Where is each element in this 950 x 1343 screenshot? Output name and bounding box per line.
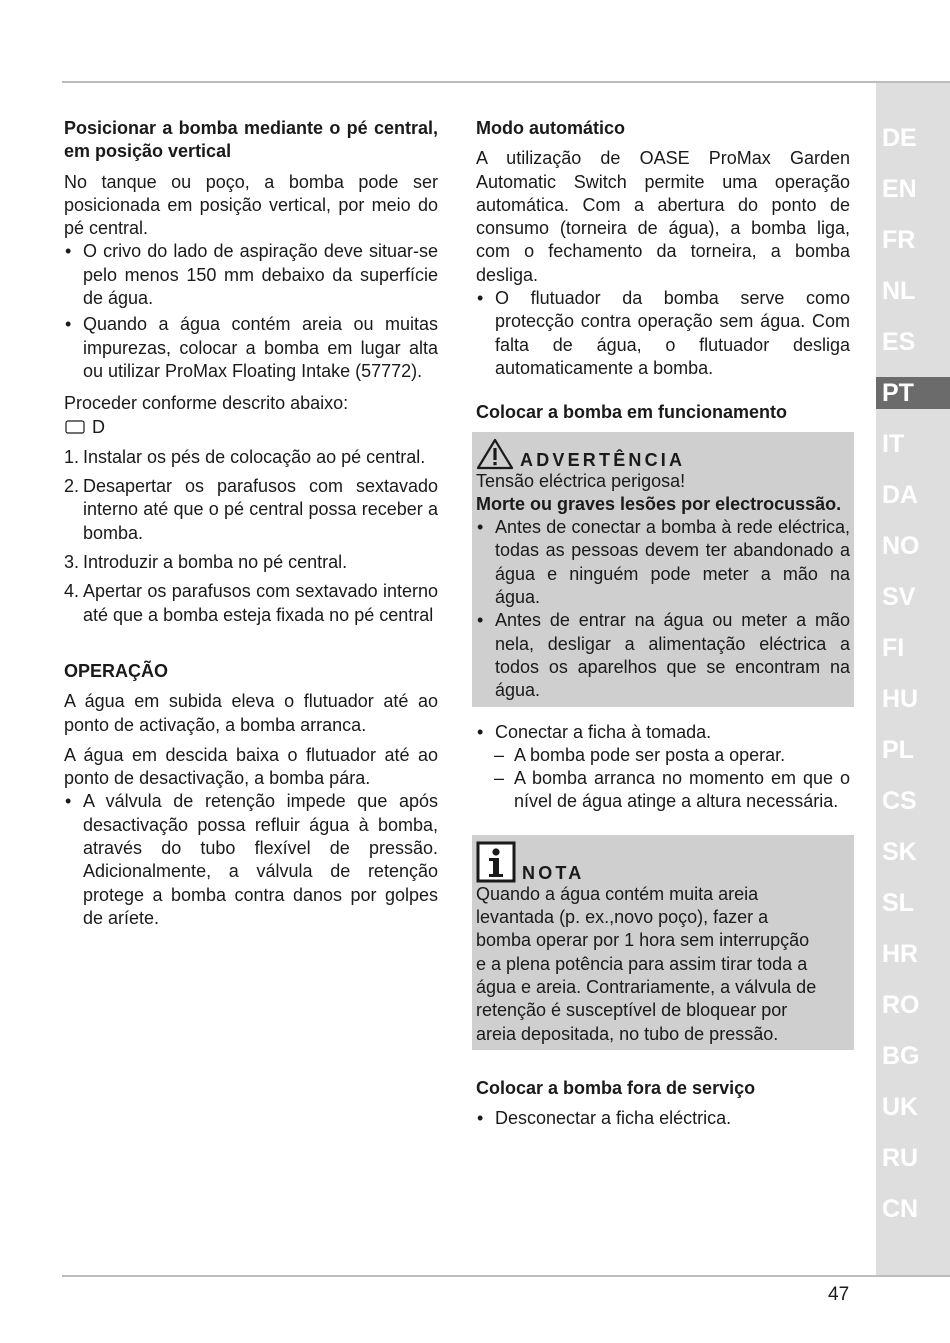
list-item: • Quando a água contém areia ou muitas impurezas, colocar a bomba em lugar alta ou utilizar ProMax Floating Intake (57772). xyxy=(64,313,438,383)
note-box xyxy=(472,835,854,1050)
step-item: 1. Instalar os pés de colocação ao pé central. xyxy=(64,446,426,467)
figure-icon xyxy=(64,419,86,435)
left-column xyxy=(64,117,438,930)
warning-title: ADVERTÊNCIA xyxy=(520,449,686,470)
list-item: – A bomba arranca no momento em que o nível de água atinge a altura necessária. xyxy=(476,767,850,814)
lang-tab-es[interactable]: ES xyxy=(882,328,916,356)
steps-list xyxy=(64,446,438,627)
top-rule xyxy=(62,81,950,83)
lang-tab-ru[interactable]: RU xyxy=(882,1144,919,1172)
step-item: 3. Introduzir a bomba no pé central. xyxy=(64,552,348,573)
lang-tab-it[interactable]: IT xyxy=(882,430,905,458)
lang-tab-cs[interactable]: CS xyxy=(882,787,917,815)
lang-tab-nl[interactable]: NL xyxy=(882,277,916,305)
lang-tab-fi[interactable]: FI xyxy=(882,634,905,662)
list-item: • O flutuador da bomba serve como protecção contra operação sem água. Com falta de água, o flutuador desliga automaticamente a bomba. xyxy=(476,287,850,380)
bullet-list xyxy=(476,287,850,380)
bullet-list xyxy=(64,790,438,930)
warning-bullet-list xyxy=(476,516,850,702)
lang-tab-pl[interactable]: PL xyxy=(882,736,914,764)
list-item: • Conectar a ficha à tomada. xyxy=(476,721,850,744)
list-item: • Desconectar a ficha eléctrica. xyxy=(476,1107,850,1130)
lang-tab-hu[interactable]: HU xyxy=(882,685,919,713)
figure-reference xyxy=(64,416,438,439)
step-item: 4. Apertar os parafusos com sextavado interno até que a bomba esteja fixada no pé central xyxy=(64,581,438,625)
list-item: • O crivo do lado de aspiração deve situar-se pelo menos 150 mm debaixo da superfície de água. xyxy=(64,240,438,310)
section-heading-operation: OPERAÇÃO xyxy=(64,660,169,681)
warning-triangle-icon xyxy=(476,438,514,470)
lang-tab-sl[interactable]: SL xyxy=(882,889,914,917)
section-heading-automatic-mode: Modo automático xyxy=(476,118,625,138)
bullet-list xyxy=(476,721,850,744)
paragraph: No tanque ou poço, a bomba pode ser posicionada em posição vertical, por meio do pé central. xyxy=(64,171,438,239)
list-item: • Antes de conectar a bomba à rede eléctrica, todas as pessoas devem ter abandonado a água e ninguém pode meter a mão na água. xyxy=(476,516,850,609)
right-column xyxy=(476,117,850,1130)
step-item: 2. Desapertar os parafusos com sextavado interno até que o pé central possa receber a bomba. xyxy=(64,476,438,543)
lang-tab-uk[interactable]: UK xyxy=(882,1093,919,1121)
paragraph: A utilização de OASE ProMax Garden Automatic Switch permite uma operação automática. Com a abertura do ponto de consumo (torneira de água), a bomba liga, com o fechamento da torneira, a bomba desliga. xyxy=(476,148,850,285)
language-sidebar xyxy=(876,83,950,1275)
note-text: Quando a água contém muita areia levantada (p. ex.,novo poço), fazer a bomba operar por 1 hora sem interrupção e a plena potência para assim tirar toda a água e areia. Contrariamente, a válvula de retenção é susceptível de bloquear por areia depositada, no tubo de pressão. xyxy=(476,883,817,1044)
note-title: NOTA xyxy=(522,862,585,883)
paragraph: A água em descida baixa o flutuador até ao ponto de desactivação, a bomba pára. xyxy=(64,744,438,789)
warning-consequence: Morte ou graves lesões por electrocussão. xyxy=(476,493,842,514)
bullet-list xyxy=(476,1107,850,1130)
paragraph: A água em subida eleva o flutuador até ao ponto de activação, a bomba arranca. xyxy=(64,691,438,735)
section-heading-stop-pump: Colocar a bomba fora de serviço xyxy=(476,1077,756,1098)
lang-tab-en[interactable]: EN xyxy=(882,175,917,203)
lang-tab-bg[interactable]: BG xyxy=(882,1042,920,1070)
dash-list xyxy=(476,744,850,814)
bottom-rule xyxy=(62,1275,950,1277)
lang-tab-sv[interactable]: SV xyxy=(882,583,916,611)
section-heading-central-foot: Posicionar a bomba mediante o pé central, em posição vertical xyxy=(64,118,438,162)
paragraph: Proceder conforme descrito abaixo: xyxy=(64,393,349,414)
warning-line: Tensão eléctrica perigosa! xyxy=(476,470,686,491)
lang-tab-fr[interactable]: FR xyxy=(882,226,916,254)
warning-box xyxy=(472,432,854,707)
lang-tab-de[interactable]: DE xyxy=(882,124,917,152)
page-number: 47 xyxy=(828,1284,850,1305)
lang-tab-ro[interactable]: RO xyxy=(882,991,920,1019)
figure-letter: D xyxy=(92,416,105,437)
bullet-list xyxy=(64,240,438,383)
lang-tab-sk[interactable]: SK xyxy=(882,838,917,866)
info-icon xyxy=(476,841,516,883)
lang-tab-da[interactable]: DA xyxy=(882,481,919,509)
list-item: • Antes de entrar na água ou meter a mão nela, desligar a alimentação eléctrica a todos os aparelhos que se encontram na água. xyxy=(476,609,850,702)
list-item: • A válvula de retenção impede que após desactivação possa refluir água à bomba, através do tubo flexível de pressão. Adicionalmente, a válvula de retenção protege a bomba contra danos por golpes de aríete. xyxy=(64,790,438,930)
list-item: – A bomba pode ser posta a operar. xyxy=(476,744,850,767)
lang-tab-no[interactable]: NO xyxy=(882,532,920,560)
lang-tab-hr[interactable]: HR xyxy=(882,940,919,968)
lang-tab-pt[interactable]: PT xyxy=(876,377,950,409)
section-heading-start-pump: Colocar a bomba em funcionamento xyxy=(476,402,788,423)
lang-tab-cn[interactable]: CN xyxy=(882,1195,919,1223)
